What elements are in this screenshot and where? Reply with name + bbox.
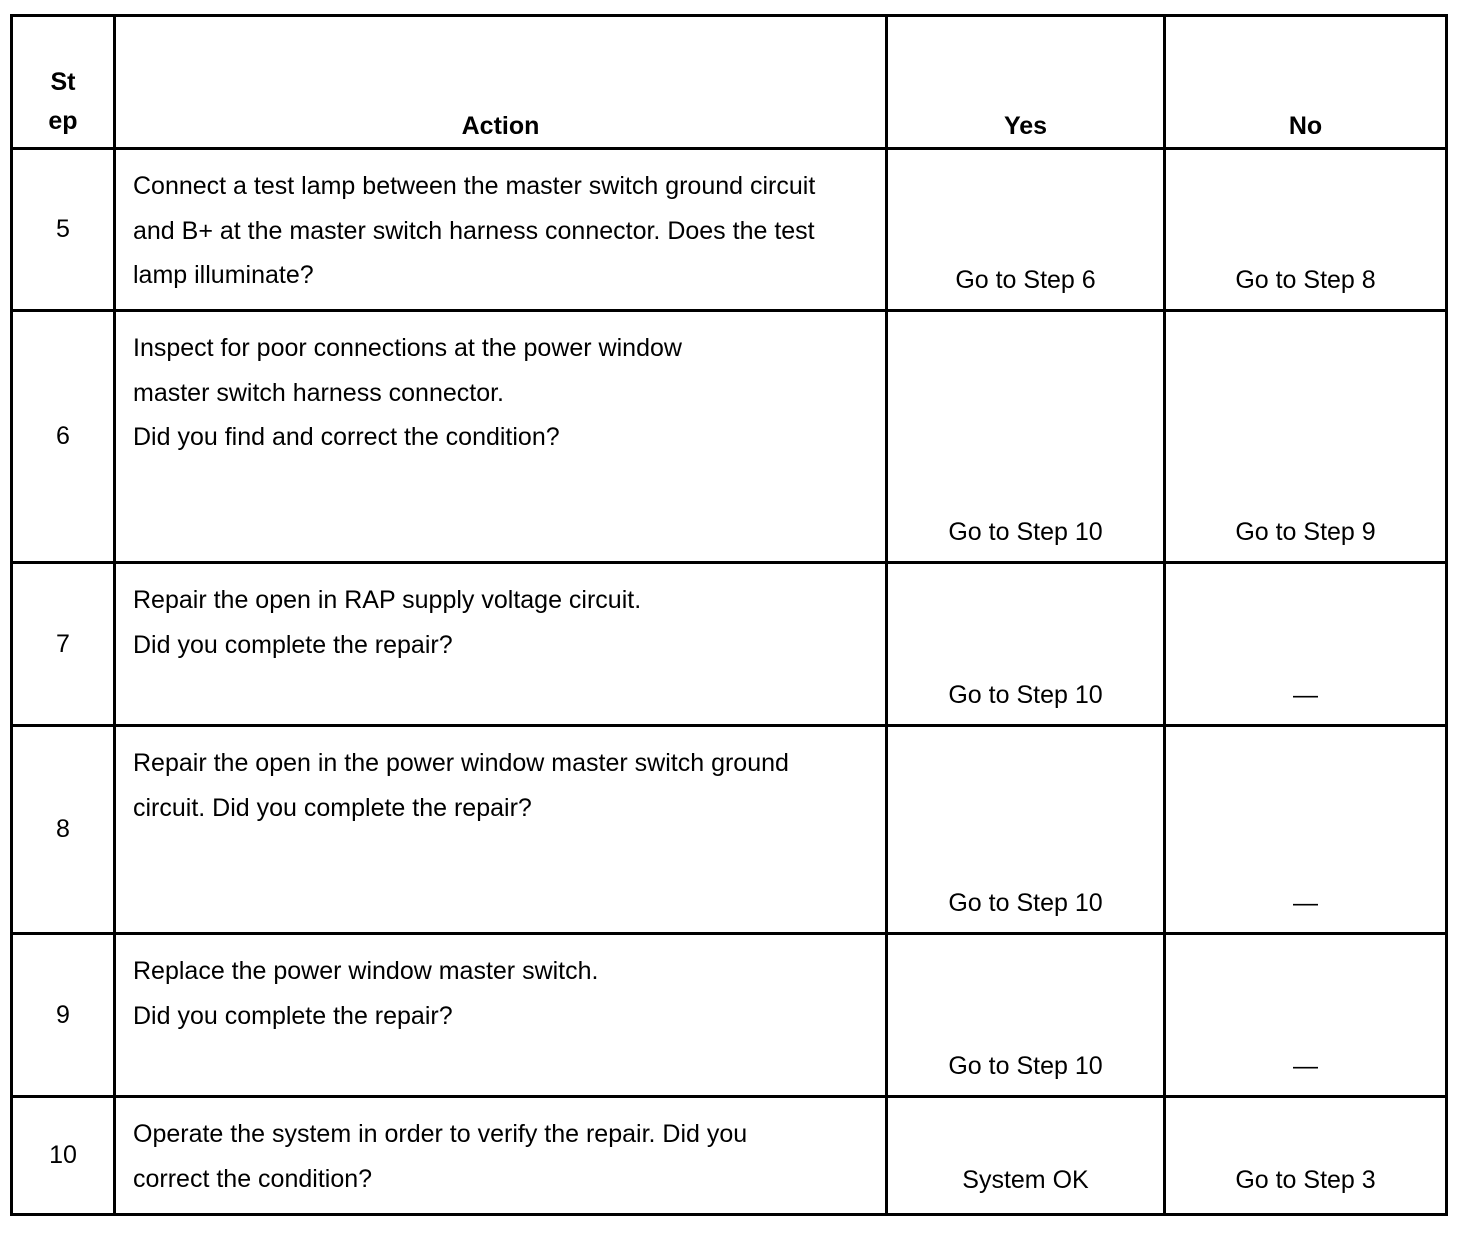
- step-number: 6: [12, 311, 115, 563]
- action-question: Did you complete the repair?: [133, 1001, 453, 1030]
- no-outcome: Go to Step 8: [1165, 149, 1447, 311]
- header-action: Action: [115, 16, 887, 149]
- yes-outcome: Go to Step 10: [887, 726, 1165, 934]
- yes-outcome: Go to Step 10: [887, 934, 1165, 1097]
- yes-outcome: Go to Step 6: [887, 149, 1165, 311]
- header-yes: Yes: [887, 16, 1165, 149]
- no-outcome: —: [1165, 563, 1447, 726]
- action-cell: [115, 934, 887, 1097]
- table-row: [12, 726, 1447, 934]
- yes-outcome: System OK: [887, 1097, 1165, 1215]
- action-text: Repair the open in the power window master switch ground circuit. Did you complete the repair?: [115, 726, 887, 934]
- no-outcome: Go to Step 3: [1165, 1097, 1447, 1215]
- step-number: 5: [12, 149, 115, 311]
- action-cell: [115, 311, 887, 563]
- table-row: [12, 149, 1447, 311]
- action-question: Did you complete the repair?: [133, 630, 453, 659]
- header-step: St ep: [12, 16, 115, 149]
- action-text: Operate the system in order to verify the repair. Did you correct the condition?: [115, 1097, 887, 1215]
- step-number: 8: [12, 726, 115, 934]
- step-number: 7: [12, 563, 115, 726]
- header-row: [12, 16, 1447, 149]
- yes-outcome: Go to Step 10: [887, 311, 1165, 563]
- action-text: Repair the open in RAP supply voltage circuit.: [133, 586, 642, 614]
- header-no: No: [1165, 16, 1447, 149]
- no-outcome: —: [1165, 934, 1447, 1097]
- no-outcome: —: [1165, 726, 1447, 934]
- step-number: 9: [12, 934, 115, 1097]
- step-number: 10: [12, 1097, 115, 1215]
- action-text: Replace the power window master switch.: [133, 957, 599, 985]
- action-text: Inspect for poor connections at the power window master switch harness connector.: [133, 334, 682, 407]
- table-row: [12, 311, 1447, 563]
- table-row: [12, 563, 1447, 726]
- diagnostic-table: [10, 14, 1448, 1216]
- yes-outcome: Go to Step 10: [887, 563, 1165, 726]
- table-row: [12, 1097, 1447, 1215]
- table-row: [12, 934, 1447, 1097]
- no-outcome: Go to Step 9: [1165, 311, 1447, 563]
- action-text: Connect a test lamp between the master switch ground circuit and B+ at the master switch harness connector. Does the test lamp illuminate?: [115, 149, 887, 311]
- action-question: Did you find and correct the condition?: [133, 423, 560, 451]
- action-cell: [115, 563, 887, 726]
